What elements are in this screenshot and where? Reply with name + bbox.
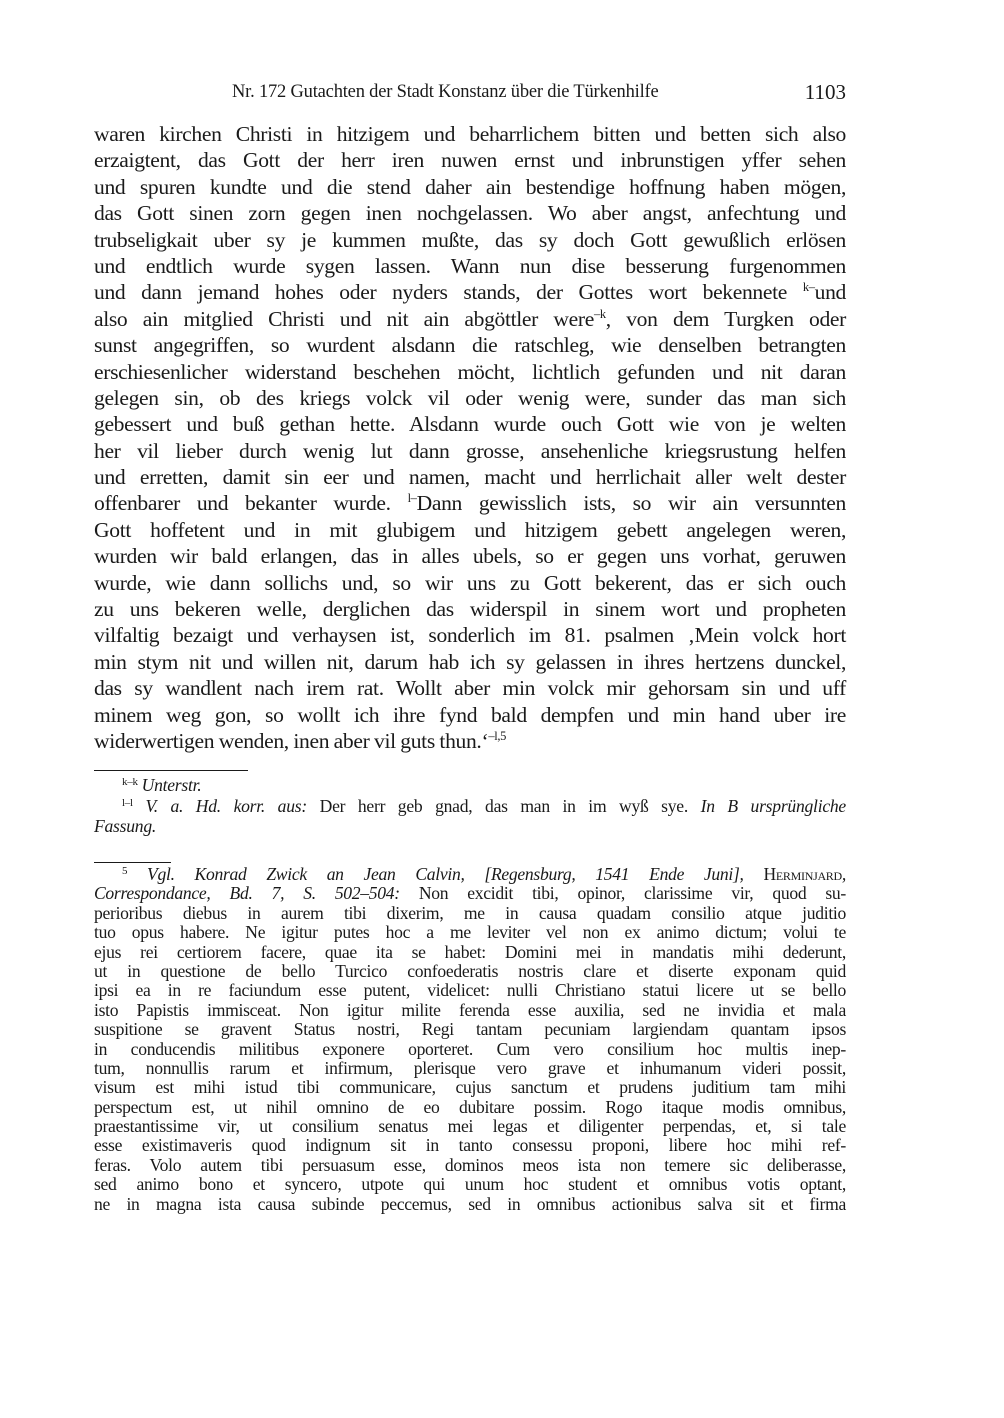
footnote-5-line: feras. Volo autem tibi persuasum esse, dominos meos ista non temere sic deliberasse, xyxy=(94,1154,846,1175)
apparatus-label: l–l xyxy=(122,796,133,809)
main-text xyxy=(94,121,846,754)
apparatus-mark-k-close: –k xyxy=(593,306,606,321)
text-line: erzaigtent, das Gott der herr iren nuwen ernst und inbrunstigen yffer sehen xyxy=(94,148,846,173)
footnote-5-line: visum est mihi istud tibi communicare, cujus sanctum et prudens juditium tam mihi xyxy=(94,1077,846,1098)
text-line xyxy=(94,490,846,516)
footnote-5-line: ut in questione de bello Turcico confoederatis nostris clare et diserte exponam quid xyxy=(94,960,846,981)
text-line: minem weg gon, so wollt ich ihre fynd bald dempfen und min hand uber ire xyxy=(94,702,846,727)
apparatus-note-l-continuation xyxy=(94,816,846,837)
footnote-5-line: in conducendis militibus exponere oporteret. Cum vero consilium hoc multis inep- xyxy=(94,1038,846,1059)
text-line xyxy=(94,728,846,754)
text-segment: und dann jemand hohes oder nyders stands, der Gottes wort bekennete xyxy=(94,280,787,305)
running-header xyxy=(94,80,846,106)
footnote-5-line: ejus rei certiorem facere, quae ita se habet: Domini mei in mandatis mihi dederunt, xyxy=(94,941,846,962)
footnote-5-line: $^5$ Vgl. Konrad Zwick an Jean Calvin, [Regensburg, 1541 Ende Juni], Herminjard, xyxy=(122,864,846,884)
text-line xyxy=(94,279,846,305)
footnote-5-line: perspectum est, ut nihil omnino de eo dubitare possim. Rogo itaque modis omnibus, xyxy=(94,1096,846,1117)
text-line: erschiesenlicher widerstand beschehen möcht, lichtlich gefunden und nit daran xyxy=(94,359,846,384)
apparatus-text: Der herr geb gnad, das man in im wyß sye. xyxy=(307,795,701,816)
apparatus-note-k xyxy=(94,775,846,796)
apparatus-mark-k-open: k– xyxy=(802,280,815,295)
apparatus-italic: V. a. Hd. korr. aus: xyxy=(145,795,307,816)
text-line: waren kirchen Christi in hitzigem und beharrlichem bitten und betten sich also xyxy=(94,122,846,146)
text-line: zu uns bekeren welle, derglichen das widerspil in sinem wort und propheten xyxy=(94,597,846,622)
apparatus-mark-l-close-footnote-5: –l,5 xyxy=(488,728,507,743)
text-line xyxy=(94,306,846,332)
text-segment: Dann gewisslich ists, so wir ain versunnten xyxy=(416,491,846,516)
footnote-5-line: isto Papistis immisceat. Non igitur milite ferenda esse auxilia, sed ne invidia et mala xyxy=(94,999,846,1020)
text-segment: offenbarer und bekanter wurde. xyxy=(94,491,391,516)
footnote-reference: Vgl. Konrad Zwick an Jean Calvin, [Regensburg, 1541 Ende Juni], xyxy=(147,864,744,884)
apparatus-label: k–k xyxy=(122,776,138,788)
apparatus-italic-tail: In B ursprüngliche xyxy=(700,795,846,816)
footnote-5-line: sed animo bono et syncero, utpote qui unum hoc student et omnibus votis optant, xyxy=(94,1174,846,1195)
text-line: sunst angegriffen, so wurdent alsdann die ratschleg, wie denselben betrangten xyxy=(94,333,846,358)
footnote-5-line xyxy=(94,884,846,903)
text-line: und endtlich wurde sygen lassen. Wann nun dise besserung furgenommen xyxy=(94,253,846,278)
text-segment: also ain mitglied Christi und nit ain abgöttler were xyxy=(94,306,594,331)
footnote-5-line: praestantissime vir, ut consilium senatus mei legas et diligenter perpendas, et, si tale xyxy=(94,1116,846,1137)
text-line: vilfaltig bezaigt und verhaysen ist, sonderlich im 81. psalmen ‚Mein volck hort xyxy=(94,623,846,648)
footnote-reference: Correspondance, Bd. 7, S. 502–504: xyxy=(94,883,400,904)
text-line: trubseligkait uber sy je kummen mußte, das sy doch Gott gewußlich erlösen xyxy=(94,227,846,252)
critical-apparatus xyxy=(94,775,846,837)
footnote-5-line: suspitione se gravent Status nostri, Regi tantam pecuniam largiendam quantam ipsos xyxy=(94,1019,846,1040)
text-line: gelegen sin, ob des kriegs volck vil oder wenig were, sunder das man sich xyxy=(94,385,846,410)
footnote-5-line: ipsi ea in re faciundum esse putent, videlicet: nulli Christiano statui licere ut se bello xyxy=(94,980,846,1001)
footnote-5-line: tum, nonnullis rarum et infirmum, plerisque vero grave et inhumanum videri possit, xyxy=(94,1057,846,1078)
apparatus-divider xyxy=(94,770,248,771)
text-line: und spuren kundte und die stend daher ain bestendige hoffnung haben mögen, xyxy=(94,174,846,199)
text-line: her vil lieber durch wenig lut dann grosse, ansehenliche kriegsrustung helfen xyxy=(94,438,846,463)
page-number: 1103 xyxy=(804,80,846,104)
text-line: und erretten, damit sin eer und namen, macht und herrlichait aller welt dester xyxy=(94,465,846,490)
footnotes xyxy=(94,865,846,1214)
footnote-divider xyxy=(94,862,171,863)
text-line: das Gott sinen zorn gegen inen nochgelassen. Wo aber angst, anfechtung und xyxy=(94,201,846,226)
text-line: gebessert und buß gethan hette. Alsdann wurde ouch Gott wie von je welten xyxy=(94,412,846,437)
apparatus-italic: Unterstr. xyxy=(141,775,202,795)
text-line: min stym nit und willen nit, darum hab ich sy gelassen in ihres hertzens dunckel, xyxy=(94,649,846,674)
apparatus-mark-l-open: l– xyxy=(407,491,417,506)
text-segment: und xyxy=(814,280,846,305)
text-segment: , von dem Turgken oder xyxy=(605,306,847,331)
apparatus-italic: Fassung. xyxy=(94,816,157,836)
footnote-text: Non excidit tibi, opinor, clarissime vir, quod su- xyxy=(399,883,846,904)
running-title: Nr. 172 Gutachten der Stadt Konstanz über die Türkenhilfe xyxy=(232,82,659,102)
footnote-author: Herminjard xyxy=(763,864,842,884)
footnote-5-line: ne in magna ista causa subinde peccemus, sed in omnibus actionibus salva sit et firma xyxy=(94,1193,846,1214)
text-line: das sy wandlent nach irem rat. Wollt aber min volck mir gehorsam sin und uff xyxy=(94,676,846,701)
apparatus-note-l xyxy=(94,796,846,817)
text-line: Gott hoffetent und in mit glubigem und hitzigem gebett angelegen weren, xyxy=(94,517,846,542)
footnote-5-line: perioribus diebus in aurem tibi dixerim, me in causa quadam consilio atque juditio xyxy=(94,902,846,923)
footnote-5-line: esse existimaveris quod indignum sit in tanto consessu proponi, libere hoc mihi ref- xyxy=(94,1135,846,1156)
text-segment: widerwertigen wenden, inen aber vil guts thun.‘ xyxy=(94,728,489,753)
footnote-number: 5 xyxy=(122,865,128,877)
text-line: wurde, wie dann sollichs und, so wir uns zu Gott bekerent, das er sich ouch xyxy=(94,570,846,595)
footnote-5-line: tuo opus habere. Ne igitur putes hoc a me leviter vel non ex animo dictum; volui te xyxy=(94,922,846,943)
text-line: wurden wir bald erlangen, das in alles ubels, so er gegen uns vorhat, geruwen xyxy=(94,544,846,569)
